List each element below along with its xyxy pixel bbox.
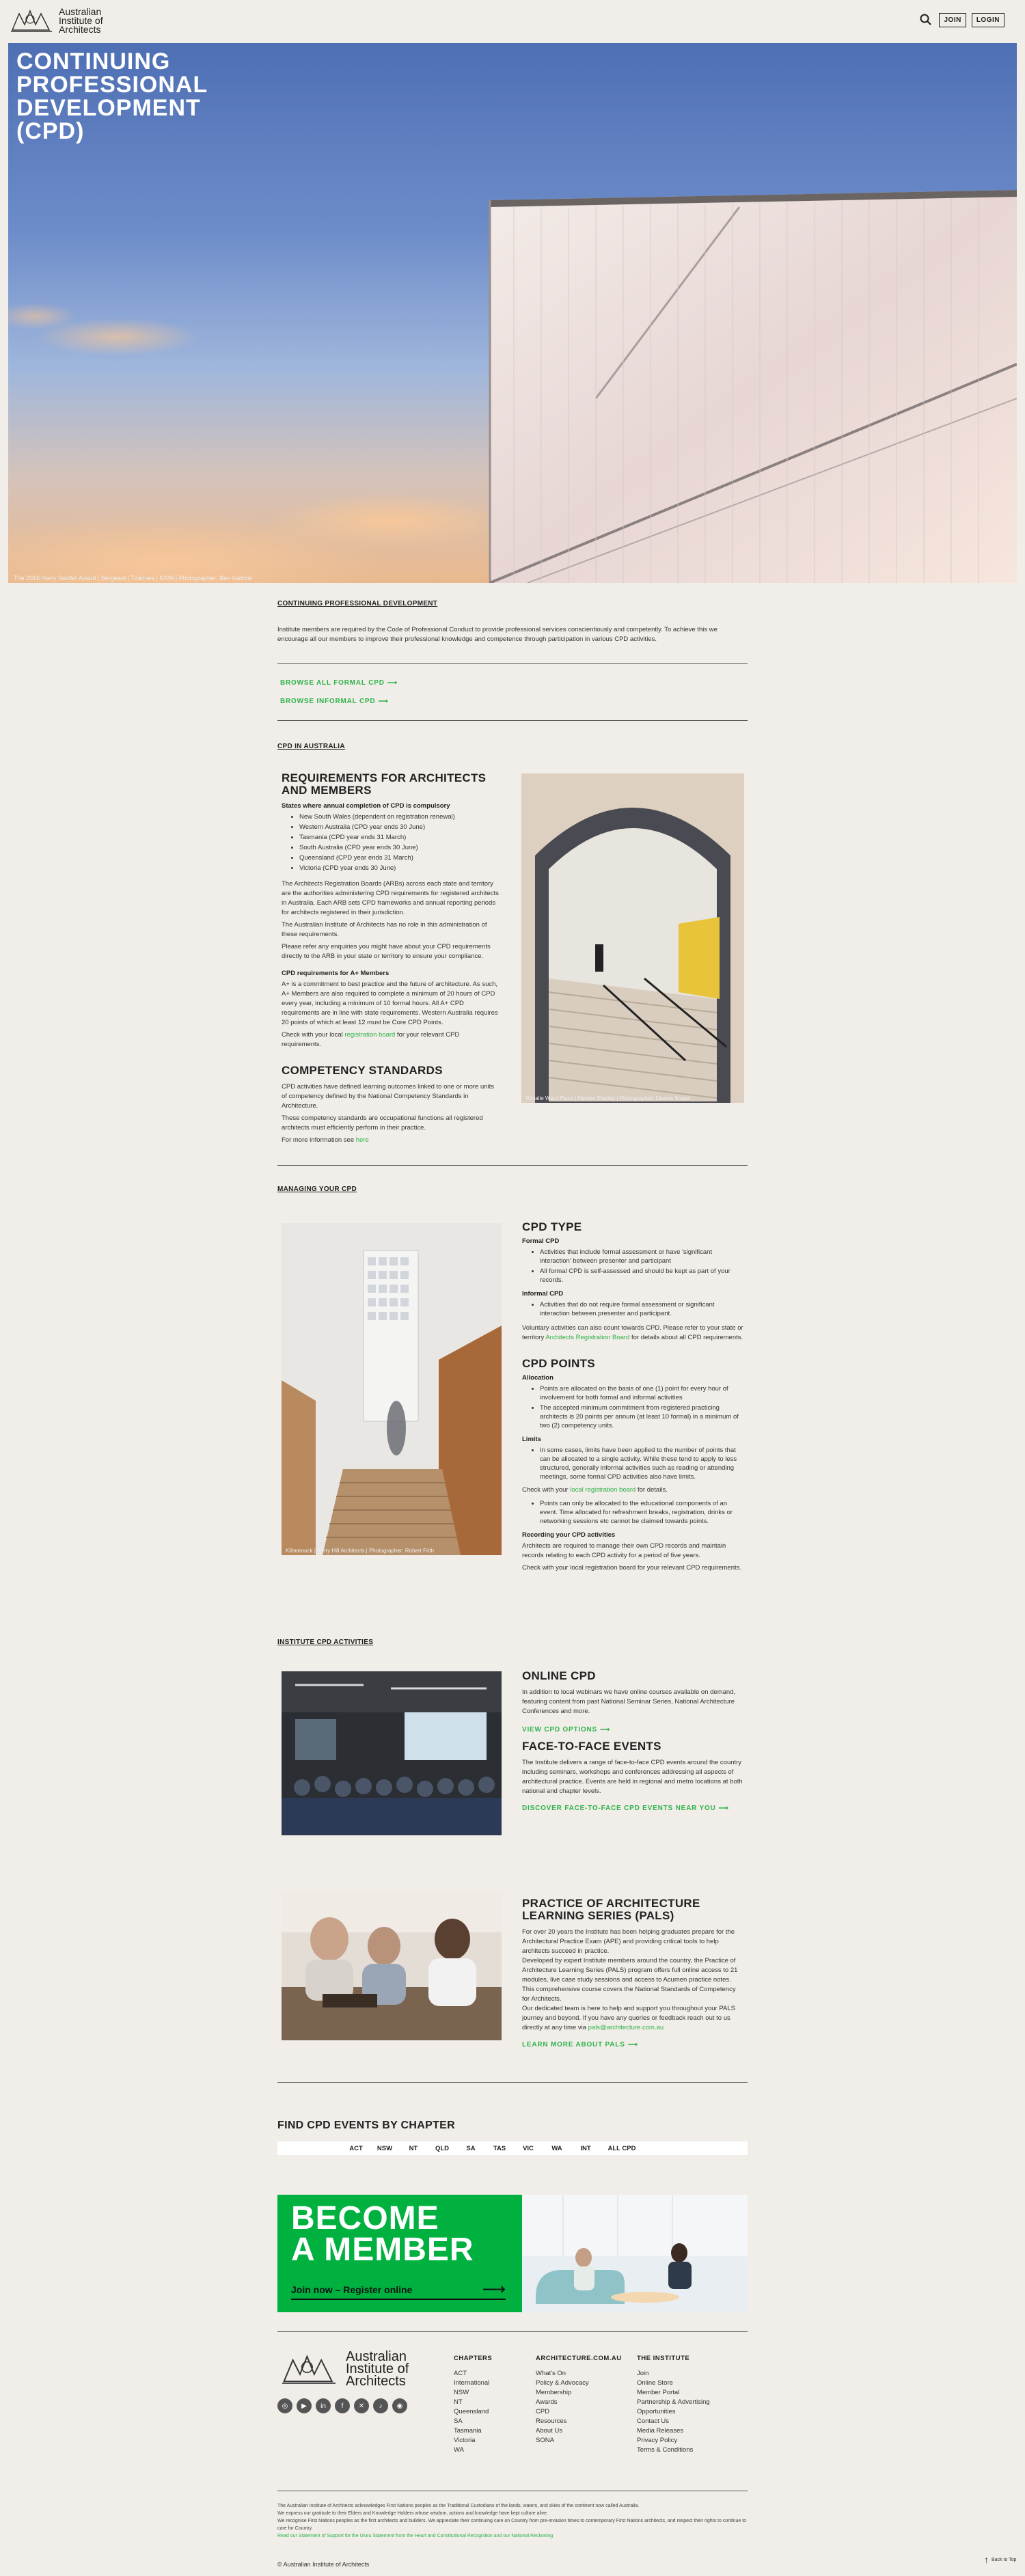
arrow-right-icon: ⟶ [600, 1726, 611, 1734]
footer-link[interactable]: Policy & Advocacy [536, 2379, 589, 2387]
browse-informal-cpd-link[interactable] [280, 698, 748, 705]
header-actions [918, 12, 1004, 27]
chapter-tab-all[interactable]: ALL CPD [607, 2144, 636, 2152]
list-item: • Activities that do not require formal assessment or significant interaction between presenter and participant. [540, 1300, 743, 1318]
states-list [299, 812, 500, 873]
seminar-image [282, 1671, 502, 1835]
footer-link[interactable]: NT [454, 2398, 463, 2406]
recording-paragraph-2: Check with your local registration board for your relevant CPD requirements. [522, 1564, 742, 1572]
hero-banner [8, 43, 1017, 583]
online-cpd-column [522, 1670, 743, 1812]
footer-chapters-heading: CHAPTERS [454, 2355, 493, 2362]
discover-f2f-label: DISCOVER FACE-TO-FACE CPD EVENTS NEAR YOU [522, 1805, 716, 1812]
cpd-australia-section [277, 743, 748, 750]
competency-title: COMPETENCY STANDARDS [282, 1064, 443, 1077]
f2f-title: FACE-TO-FACE EVENTS [522, 1740, 661, 1753]
divider [277, 720, 748, 721]
voluntary-pre: Voluntary activities can also count towards CPD. Please refer to your state or territory [522, 1324, 743, 1341]
pals-text-1: For over 20 years the Institute has been helping graduates prepare for the Architectural Practice Exam (APE) and providing critical tools to help architects succeed in practice. [522, 1928, 735, 1955]
list-item: • Victoria (CPD year ends 30 June) [299, 864, 500, 873]
footer-link[interactable]: Online Store [637, 2379, 673, 2387]
list-item: • All formal CPD is self-assessed and should be kept as part of your records. [540, 1267, 743, 1285]
chapter-tab-act[interactable]: ACT [349, 2144, 363, 2152]
footer-link[interactable]: Contact Us [637, 2417, 669, 2425]
seminar-photo [282, 1671, 502, 1835]
more-info-paragraph [282, 1136, 500, 1145]
requirements-column [282, 772, 500, 1145]
list-item: • Points are allocated on the basis of one (1) point for every hour of involvement for both formal and informal activities [540, 1384, 743, 1402]
back-to-top-label: Back to Top [992, 2557, 1017, 2562]
pals-email-link[interactable]: pals@architecture.com.au [588, 2024, 664, 2031]
logo-line-1: Australian [59, 5, 102, 17]
banner-line-2: A MEMBER [291, 2232, 474, 2268]
list-item: • Western Australia (CPD year ends 30 June) [299, 823, 500, 832]
pals-text-3-pre: Our dedicated team is here to help and support you throughout your PALS journey and beyond. If you have any queries or feedback reach out to us directly at any time via [522, 2005, 735, 2031]
divider [277, 2082, 748, 2083]
join-button[interactable]: JOIN [939, 13, 966, 27]
cpd-type-title: CPD TYPE [522, 1220, 582, 1233]
logo-line-2: Institute of [59, 14, 103, 26]
voluntary-post: for details about all CPD requirements. [629, 1334, 743, 1341]
footer-link[interactable]: SONA [536, 2437, 554, 2444]
browse-formal-cpd-link[interactable] [280, 679, 748, 687]
informal-list [540, 1300, 743, 1318]
chapter-tab-qld[interactable]: QLD [435, 2144, 450, 2152]
ack-line-2: We express our gratitude to their Elders and Knowledge Holders whose wisdom, actions and knowledge have kept culture alive. [277, 2511, 548, 2516]
search-icon[interactable] [918, 12, 933, 27]
arrow-up-icon: ↑ [984, 2554, 989, 2565]
browse-informal-label: BROWSE INFORMAL CPD [280, 698, 376, 705]
f2f-text: The Institute delivers a range of face-to-face CPD events around the country including seminars, workshops and conferences addressing all aspects of architectural practice. Events are held in regional and metro locations at both national and chapter levels. [522, 1759, 743, 1795]
browse-formal-label: BROWSE ALL FORMAL CPD [280, 679, 385, 687]
learn-more-pals-label: LEARN MORE ABOUT PALS [522, 2041, 625, 2049]
staircase-image [521, 773, 744, 1103]
aplus-heading: CPD requirements for A+ Members [282, 970, 390, 977]
arb-paragraph: The Architects Registration Boards (ARBs) across each state and territory are the authorities administering CPD requirements for registered architects in Australia. Each ARB sets CPD frameworks and annual reporting periods for architects registered in their jurisdiction. [282, 880, 499, 916]
footer-link[interactable]: What's On [536, 2370, 566, 2377]
check-board-pre: Check with your local [282, 1031, 345, 1039]
formal-list [540, 1248, 743, 1285]
requirements-title: REQUIREMENTS FOR ARCHITECTS AND MEMBERS [282, 771, 487, 797]
intro-text: Institute members are required by the Code of Professional Conduct to provide professional services conscientiously and competently. To achieve this we encourage all our members to improve their professional knowledge and competence through participation in various CPD activities. [277, 626, 718, 643]
list-item: • South Australia (CPD year ends 30 June) [299, 843, 500, 852]
footer-link[interactable]: CPD [536, 2408, 550, 2415]
enquiries-paragraph: Please refer any enquiries you might have about your CPD requirements directly to the ARB in your state or territory to ensure your compliance. [282, 943, 491, 960]
banner-heading [291, 2200, 474, 2268]
tiktok-icon[interactable]: ♪ [373, 2398, 388, 2413]
stairwell-image [282, 1223, 502, 1555]
footer-link[interactable]: International [454, 2379, 490, 2387]
list-item: • New South Wales (dependent on registration renewal) [299, 812, 500, 821]
online-cpd-text: In addition to local webinars we have online courses available on demand, featuring content from past National Seminar Series, National Architecture Conferences and more. [522, 1688, 736, 1715]
learn-more-pals-link[interactable] [522, 2041, 743, 2049]
staircase-photo [521, 773, 744, 1103]
ack-line-1: The Australian Institute of Architects acknowledges First Nations peoples as the Traditional Custodians of the lands, waters, and skies of the continent now called Australia. [277, 2504, 640, 2508]
footer-link[interactable]: Queensland [454, 2408, 489, 2415]
competency-paragraph-2: These competency standards are occupational functions all registered architects must efficiently perform in their practice. [282, 1114, 483, 1132]
stairwell-photo [282, 1223, 502, 1555]
ack-line-3: We recognise First Nations peoples as the first architects and builders. We appreciate their continuing care on Country from pre-invasion times to contemporary First Nations architects, and respect their rights to continue to care for Country. [277, 2519, 747, 2531]
footer-link[interactable]: SA [454, 2417, 463, 2425]
footer-link[interactable]: Media Releases [637, 2427, 684, 2435]
allocation-list [540, 1384, 743, 1430]
arrow-right-icon: ⟶ [482, 2280, 506, 2299]
site-logo[interactable] [10, 7, 103, 34]
footer-link[interactable]: Partnership & Advertising Opportunities [637, 2398, 710, 2415]
login-button[interactable]: LOGIN [972, 13, 1004, 27]
list-item: • The accepted minimum commitment from registered practicing architects is 20 points per annum (at least 10 formal) in a minimum of two (2) competency units. [540, 1403, 743, 1430]
informal-heading: Informal CPD [522, 1290, 564, 1298]
institute-role-paragraph: The Australian Institute of Architects has no role in this administration of these requirements. [282, 921, 487, 938]
more-info-pre: For more information see [282, 1136, 356, 1144]
footer-chapters [454, 2355, 492, 2455]
more-info-link[interactable]: here [355, 1136, 369, 1144]
list-item: • Queensland (CPD year ends 31 March) [299, 853, 500, 862]
discover-f2f-link[interactable] [522, 1805, 743, 1812]
cpd-australia-heading: CPD IN AUSTRALIA [277, 743, 345, 750]
footer-logo[interactable] [277, 2351, 409, 2387]
pals-image [282, 1891, 502, 2040]
banner-line-1: BECOME [291, 2200, 439, 2236]
view-cpd-options-label: VIEW CPD OPTIONS [522, 1726, 598, 1734]
back-to-top-link[interactable] [984, 2554, 1016, 2565]
hero-caption: The 2016 Harry Seidler Award | Sergeant | Tzannes | NSW | Photographer: Ben Guthrie [14, 575, 253, 581]
footer-link[interactable]: Terms & Conditions [637, 2446, 694, 2454]
competency-paragraph: CPD activities have defined learning outcomes linked to one or more units of competency defined by the National Competency Standards in Architecture. [282, 1083, 495, 1110]
footer-link[interactable]: NSW [454, 2389, 469, 2396]
become-member-banner[interactable] [277, 2195, 748, 2312]
footer-link[interactable]: Tasmania [454, 2427, 482, 2435]
banner-green-panel [277, 2195, 522, 2312]
footer-institute [637, 2355, 719, 2455]
arrow-right-icon: ⟶ [718, 1805, 729, 1812]
footer-link[interactable]: Membership [536, 2389, 572, 2396]
chapter-tab-nt[interactable]: NT [409, 2144, 418, 2152]
photo-caption: Rosalie Ward Place | Hames Sharley | Photographer: Dianna Snape [525, 1095, 691, 1101]
voluntary-paragraph [522, 1324, 743, 1343]
list-item: • Activities that include formal assessment or have 'significant interaction' between presenter and participant [540, 1248, 743, 1265]
intro-section [277, 600, 748, 721]
pals-column [522, 1897, 743, 2049]
limits-list [540, 1446, 743, 1481]
photo-caption: Kilmarnock | Kerry Hill Architects | Photographer: Robert Frith [286, 1548, 435, 1554]
linkedin-icon[interactable]: in [316, 2398, 331, 2413]
footer-link[interactable]: Resources [536, 2417, 567, 2425]
registration-board-link[interactable]: registration board [344, 1031, 396, 1039]
states-heading: States where annual completion of CPD is compulsory [282, 802, 450, 810]
chapter-filter-bar [277, 2141, 748, 2155]
recording-paragraph: Architects are required to manage their own CPD records and maintain records relating to each CPD activity for a period of five years. [522, 1542, 726, 1559]
footer-link[interactable]: Join [637, 2370, 649, 2377]
check-local-paragraph [522, 1485, 743, 1495]
cpd-points-title: CPD POINTS [522, 1357, 595, 1370]
check-board-post: for your relevant CPD requirements. [282, 1031, 460, 1048]
footer-link[interactable]: Member Portal [637, 2389, 680, 2396]
arrow-right-icon: ⟶ [387, 679, 398, 687]
footer-site [536, 2355, 622, 2445]
divider [277, 2331, 748, 2332]
footer-site-heading: ARCHITECTURE.COM.AU [536, 2355, 622, 2362]
recording-heading: Recording your CPD activities [522, 1531, 616, 1539]
footer-link[interactable]: Awards [536, 2398, 558, 2406]
managing-section [277, 1186, 748, 1193]
online-cpd-title: ONLINE CPD [522, 1669, 596, 1682]
divider [277, 663, 748, 664]
arrow-right-icon: ⟶ [627, 2041, 638, 2049]
formal-heading: Formal CPD [522, 1237, 560, 1245]
cpd-type-column [522, 1221, 743, 1573]
chapter-tab-vic[interactable]: VIC [523, 2144, 534, 2152]
banner-photo [522, 2195, 748, 2312]
footer-link[interactable]: Privacy Policy [637, 2437, 678, 2444]
find-events-title: FIND CPD EVENTS BY CHAPTER [277, 2120, 455, 2131]
managing-heading: MANAGING YOUR CPD [277, 1186, 357, 1193]
site-header [0, 0, 1025, 41]
chapter-tab-nsw[interactable]: NSW [377, 2144, 393, 2152]
check-local-post: for details. [636, 1486, 668, 1494]
footer-institute-heading: THE INSTITUTE [637, 2355, 690, 2362]
footer-logo-line-2: Institute of [346, 2361, 409, 2376]
institute-section [277, 1639, 748, 1646]
limits-heading: Limits [522, 1436, 541, 1443]
social-links [277, 2398, 407, 2413]
instagram-icon[interactable]: ◎ [277, 2398, 292, 2413]
pals-text-2: Developed by expert Institute members around the country, the Practice of Architecture Learning Series (PALS) program offers full online access to 21 modules, live case study sessions and access to Acumen practice notes. This comprehensive course covers the National Standards of Competency for Architects. [522, 1957, 738, 2003]
twitter-icon[interactable]: ✕ [354, 2398, 369, 2413]
divider [277, 1165, 748, 1166]
statement-of-support-link[interactable]: Read our Statement of Support for the Uluru Statement from the Heart and Constitutional Recognition and our National Reckoning [277, 2534, 554, 2538]
facebook-icon[interactable]: f [335, 2398, 350, 2413]
logo-line-3: Architects [59, 23, 101, 35]
chapter-tab-tas[interactable]: TAS [493, 2144, 506, 2152]
logo-emblem-icon [277, 2351, 340, 2387]
site-footer [277, 2351, 748, 2474]
list-item: • In some cases, limits have been applied to the number of points that can be allocated to a single activity. While these tend to apply to less structured, generally informal activities such as reading or attending meetings, some formal CPD activities also have limits. [540, 1446, 743, 1481]
footer-link[interactable]: ACT [454, 2370, 467, 2377]
chapter-tab-sa[interactable]: SA [466, 2144, 476, 2152]
pals-text-3 [522, 2004, 743, 2033]
chapter-tab-int[interactable]: INT [580, 2144, 591, 2152]
banner-cta-label: Join now – Register online [291, 2284, 413, 2295]
podcast-icon[interactable]: ◉ [392, 2398, 407, 2413]
check-board-paragraph [282, 1030, 500, 1050]
arrow-right-icon: ⟶ [378, 698, 389, 705]
footer-logo-line-1: Australian [346, 2349, 407, 2364]
list-item: • Tasmania (CPD year ends 31 March) [299, 833, 500, 842]
institute-heading: INSTITUTE CPD ACTIVITIES [277, 1639, 374, 1646]
footer-logo-line-3: Architects [346, 2374, 406, 2389]
footer-link[interactable]: About Us [536, 2427, 563, 2435]
youtube-icon[interactable]: ▶ [297, 2398, 312, 2413]
copyright: © Australian Institute of Architects [277, 2561, 370, 2568]
footer-link[interactable]: WA [454, 2446, 464, 2454]
local-registration-board-link[interactable]: local registration board [570, 1486, 636, 1494]
footer-logo-text [346, 2351, 409, 2387]
chapter-tab-wa[interactable]: WA [551, 2144, 562, 2152]
aplus-paragraph: A+ is a commitment to best practice and the future of architecture. As such, A+ Members are also required to complete a minimum of 20 hours of CPD every year, including a minimum of 10 formal hours. All A+ CPD requirements are in line with state requirements. Western Australia requires 20 points of which at least 12 must be Core CPD Points. [282, 981, 498, 1026]
acknowledgement [277, 2502, 748, 2540]
check-local-pre: Check with your [522, 1486, 571, 1494]
logo-emblem-icon [10, 7, 53, 34]
list-item: • Points can only be allocated to the educational components of an event. Time allocated for refreshment breaks, registration, drinks or networking sessions etc cannot be claimed towards points. [540, 1499, 743, 1526]
pals-photo [282, 1891, 502, 2040]
limits-list-2 [540, 1499, 743, 1526]
pals-title: PRACTICE OF ARCHITECTURE LEARNING SERIES (PALS) [522, 1897, 700, 1922]
footer-link[interactable]: Victoria [454, 2437, 476, 2444]
allocation-heading: Allocation [522, 1374, 554, 1382]
intro-heading: CONTINUING PROFESSIONAL DEVELOPMENT [277, 600, 438, 607]
view-cpd-options-link[interactable] [522, 1726, 743, 1734]
banner-cta[interactable] [291, 2280, 506, 2300]
arb-link[interactable]: Architects Registration Board [545, 1334, 630, 1341]
logo-text [59, 5, 103, 35]
page-title: CONTINUING PROFESSIONAL DEVELOPMENT (CPD) [16, 49, 208, 144]
